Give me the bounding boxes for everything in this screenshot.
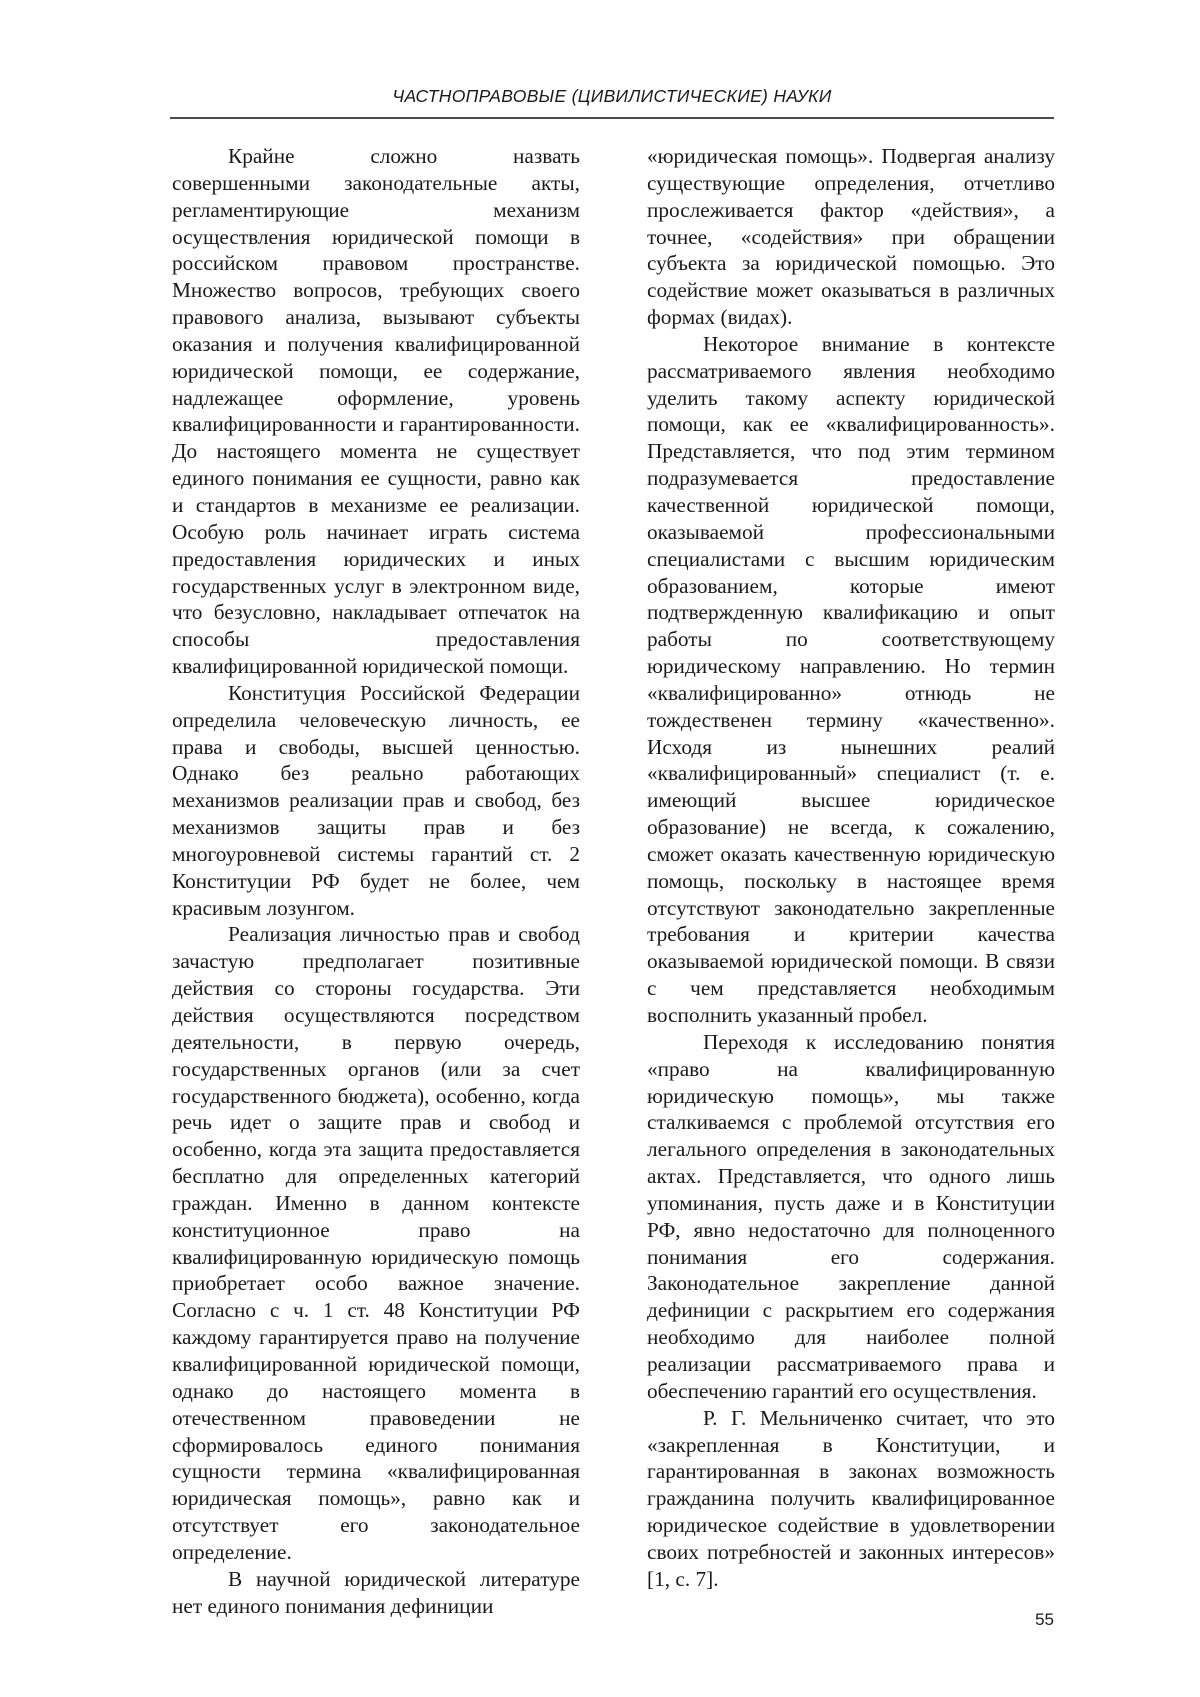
page-number: 55	[1035, 1610, 1054, 1629]
right-column	[647, 143, 1055, 1593]
paragraph: Крайне сложно назвать совершенными законодательные акты, регламентирующие механизм осуществления юридической помощи в российском правовом пространстве. Множество вопросов, требующих своего правового анализа, вызывают субъекты оказания и получения квалифицированной юридической помощи, ее содержание, надлежащее оформление, уровень квалифицированности и гарантированности. До настоящего момента не существует единого понимания ее сущности, равно как и стандартов в механизме ее реализации. Особую роль начинает играть система предоставления юридических и иных государственных услуг в электронном виде, что безусловно, накладывает отпечаток на способы предоставления квалифицированной юридической помощи.	[172, 144, 580, 679]
paragraph: «юридическая помощь». Подвергая анализу существующие определения, отчетливо прослеживается фактор «действия», а точнее, «содействия» при обращении субъекта за юридической помощью. Это содействие может оказываться в различных формах (видах).	[647, 144, 1055, 330]
paragraph: Переходя к исследованию понятия «право на квалифицированную юридическую помощь», мы также сталкиваемся с проблемой отсутствия его легального определения в законодательных актах. Представляется, что одного лишь упоминания, пусть даже и в Конституции РФ, явно недостаточно для полноценного понимания его содержания. Законодательное закрепление данной дефиниции с раскрытием его содержания необходимо для наиболее полной реализации рассматриваемого права и обеспечению гарантий его осуществления.	[647, 1029, 1055, 1403]
paragraph: Реализация личностью прав и свобод зачастую предполагает позитивные действия со стороны государства. Эти действия осуществляются посредством деятельности, в первую очередь, государственных органов (или за счет государственного бюджета), особенно, когда речь идет о защите прав и свобод и особенно, когда эта защита предоставляется бесплатно для определенных категорий граждан. Именно в данном контексте конституционное право на квалифицированную юридическую помощь приобретает особо важное значение. Согласно с ч. 1 ст. 48 Конституции РФ каждому гарантируется право на получение квалифицированной юридической помощи, однако до настоящего момента в отечественном правоведении не сформировалось единого понимания сущности термина «квалифицированная юридическая помощь», равно как и отсутствует его законодательное определение.	[172, 922, 580, 1564]
header-divider	[170, 117, 1054, 119]
paragraph: Некоторое внимание в контексте рассматриваемого явления необходимо уделить такому аспекту юридической помощи, как ее «квалифицированность». Представляется, что под этим термином подразумевается предоставление качественной юридической помощи, оказываемой профессиональными специалистами с высшим юридическим образованием, которые имеют подтвержденную квалификацию и опыт работы по соответствующему юридическому направлению. Но термин «квалифицированно» отнюдь не тождественен термину «качественно». Исходя из нынешних реалий «квалифицированный» специалист (т. е. имеющий высшее юридическое образование) не всегда, к сожалению, сможет оказать качественную юридическую помощь, поскольку в настоящее время отсутствуют законодательно закрепленные требования и критерии качества оказываемой юридической помощи. В связи с чем представляется необходимым восполнить указанный пробел.	[647, 331, 1055, 1027]
paragraph: Конституция Российской Федерации определила человеческую личность, ее права и свободы, высшей ценностью. Однако без реально работающих механизмов реализации прав и свобод, без механизмов защиты прав и без многоуровневой системы гарантий ст. 2 Конституции РФ будет не более, чем красивым лозунгом.	[172, 680, 580, 920]
paragraph: Р. Г. Мельниченко считает, что это «закрепленная в Конституции, и гарантированная в законах возможность гражданина получить квалифицированное юридическое содействие в удовлетворении своих потребностей и законных интересов» [1, с. 7].	[647, 1405, 1055, 1591]
left-column	[172, 143, 580, 1619]
running-header: ЧАСТНОПРАВОВЫЕ (ЦИВИЛИСТИЧЕСКИЕ) НАУКИ	[392, 86, 832, 106]
paragraph: В научной юридической литературе нет единого понимания дефиниции	[172, 1566, 580, 1618]
